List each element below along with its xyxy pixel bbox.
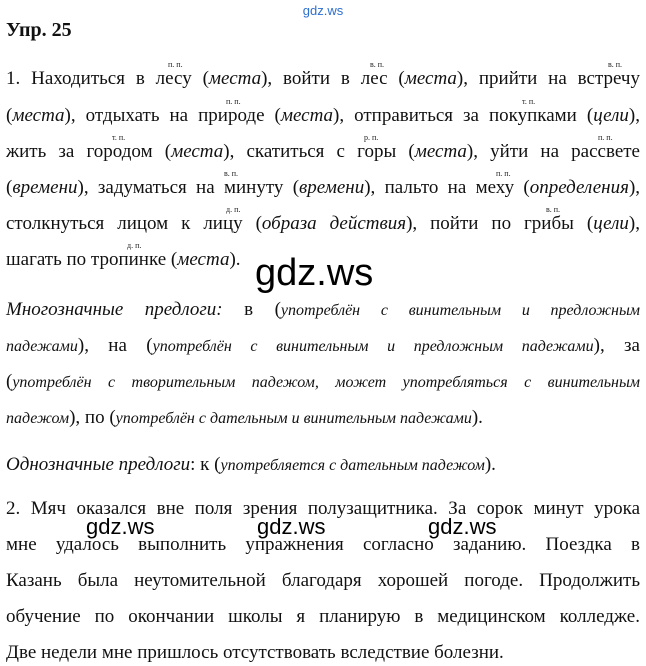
watermark-top: gdz.ws: [302, 3, 344, 18]
part1-line-2: (места), отдыхать на природе (места), отправиться за покупками (цели),: [6, 105, 640, 126]
part2-line-5: Две недели мне пришлось отсутствовать вследствие болезни.: [6, 642, 504, 663]
watermark-center: gdz.ws: [255, 252, 374, 294]
part2-line-2: мне удалось выполнить упражнения согласно заданию. Поездка в: [6, 534, 640, 555]
case-abbr: д. п.: [226, 205, 241, 214]
case-abbr: д. п.: [127, 241, 142, 250]
part2-line-1: 2. Мяч оказался вне поля зрения полузащитника. За сорок минут урока: [6, 498, 640, 519]
case-abbr: р. п.: [364, 133, 379, 142]
case-abbr: т. п.: [112, 133, 126, 142]
case-abbr: п. п.: [496, 169, 511, 178]
case-abbr: в. п.: [608, 60, 623, 69]
part2-line-3: Казань была неутомительной благодаря хорошей погоде. Продолжить: [6, 570, 640, 591]
case-abbr: в. п.: [546, 205, 561, 214]
multi-line-4: падежом), по (употреблён с дательным и винительным падежами).: [6, 407, 483, 428]
exercise-title: Упр. 25: [6, 19, 72, 41]
part1-line-5: столкнуться лицом к лицу (образа действия), пойти по грибы (цели),: [6, 213, 640, 234]
watermark-row: gdz.ws: [86, 514, 155, 539]
multi-line-3: (употреблён с творительным падежом, может употребляться с винительным: [6, 371, 640, 392]
case-abbr: т. п.: [522, 97, 536, 106]
case-abbr: п. п.: [168, 60, 183, 69]
watermark-row: gdz.ws: [428, 514, 497, 539]
multi-line-1: Многозначные предлоги: в (употреблён с винительным и предложным: [6, 299, 640, 320]
watermark-row: gdz.ws: [257, 514, 326, 539]
part1-line-6: шагать по тропинке (места).: [6, 249, 241, 270]
part1-line-1: 1. Находиться в лесу (места), войти в лес (места), прийти на встречу: [6, 68, 640, 89]
case-abbr: п. п.: [226, 97, 241, 106]
case-abbr: в. п.: [224, 169, 239, 178]
part1-line-3: жить за городом (места), скатиться с горы (места), уйти на рассвете: [6, 141, 640, 162]
part2-line-4: обучение по окончании школы я планирую в медицинском колледже.: [6, 606, 640, 627]
case-abbr: в. п.: [370, 60, 385, 69]
part1-line-4: (времени), задуматься на минуту (времени), пальто на меху (определения),: [6, 177, 641, 198]
case-abbr: п. п.: [598, 133, 613, 142]
single-line: Однозначные предлоги: к (употребляется с дательным падежом).: [6, 454, 496, 475]
multi-line-2: падежами), на (употреблён с винительным и предложным падежами), за: [6, 335, 640, 356]
